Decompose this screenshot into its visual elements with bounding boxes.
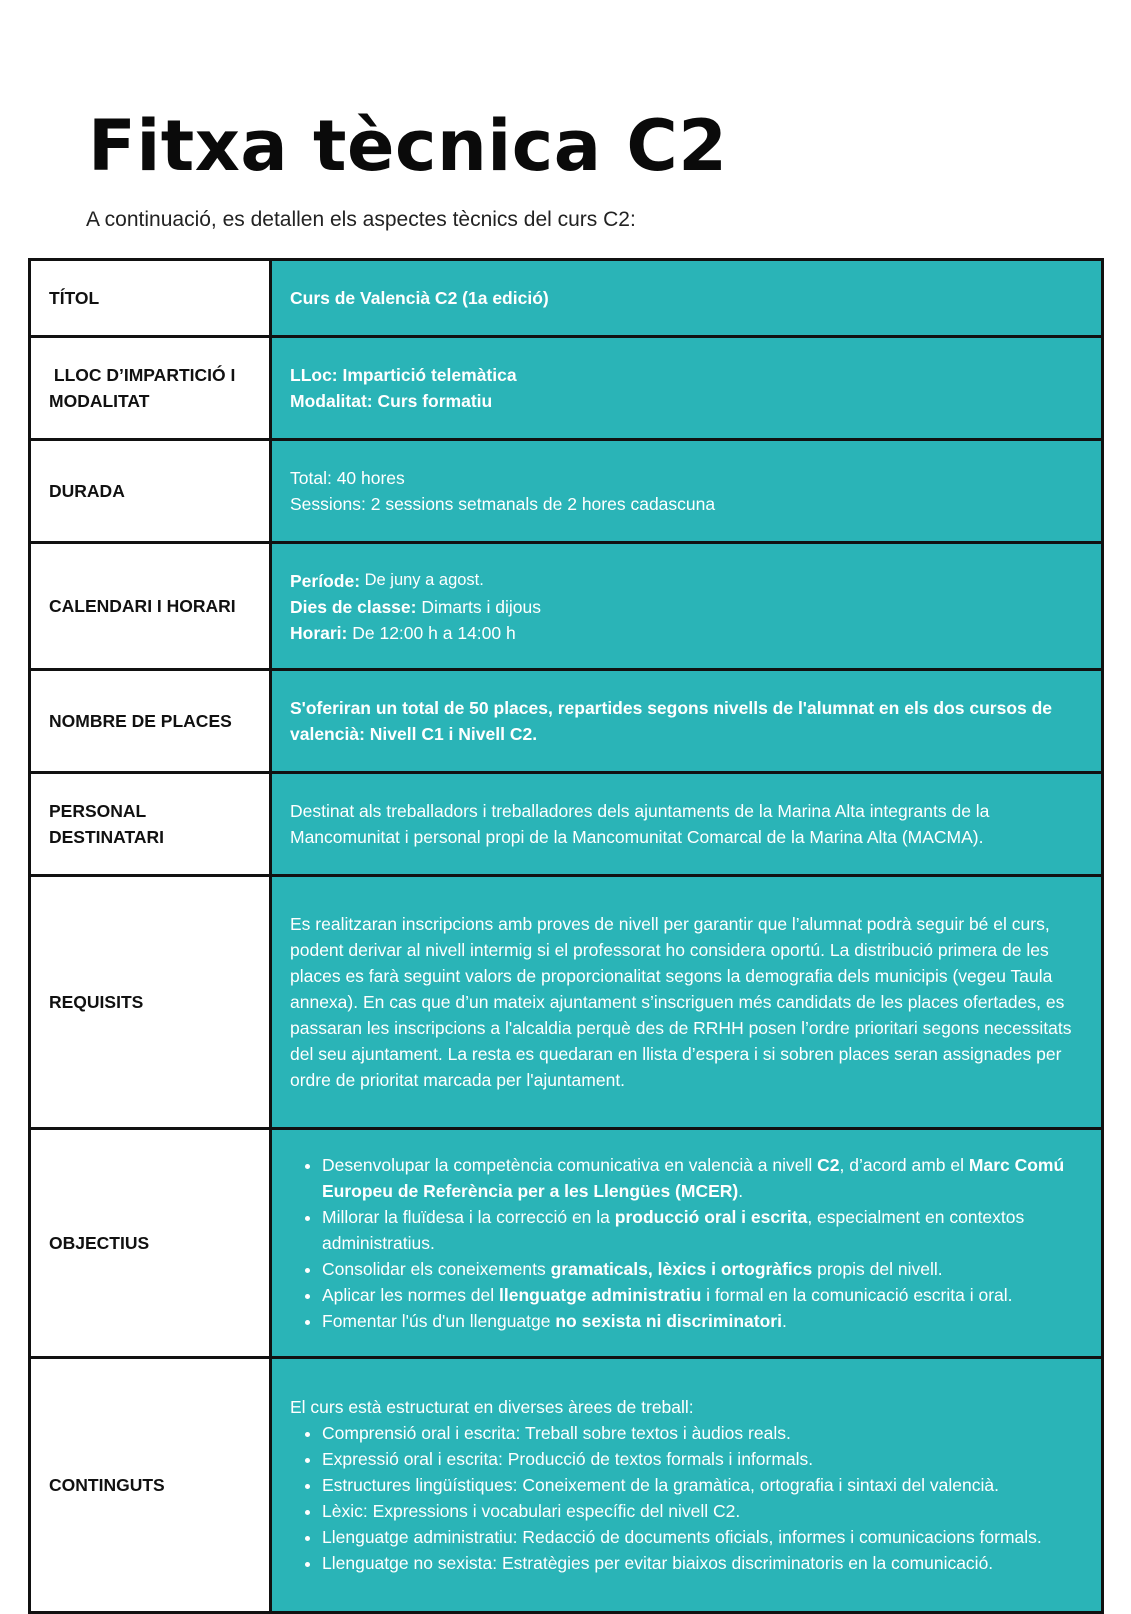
row-value-calendari <box>271 543 1103 670</box>
periode-line <box>290 567 1079 594</box>
durada-sessions: Sessions: 2 sessions setmanals de 2 hores cadascuna <box>290 494 716 514</box>
course-title: Curs de Valencià C2 (1a edició) <box>290 288 549 308</box>
row-value-titol <box>271 260 1103 337</box>
lloc-line: LLoc: Impartició telemàtica <box>290 365 517 385</box>
row-label-places: NOMBRE DE PLACES <box>30 670 271 773</box>
places-text: S'oferiran un total de 50 places, repartides segons nivells de l'alumnat en els dos cursos de valencià: Nivell C1 i Nivell C2. <box>290 698 1053 744</box>
continguts-intro: El curs està estructurat en diverses àrees de treball: <box>290 1397 694 1417</box>
continguts-list <box>290 1420 1079 1576</box>
table-row-requisits <box>30 876 1103 1129</box>
dies-line <box>290 594 1079 620</box>
objectius-list <box>290 1152 1079 1334</box>
table-row-lloc <box>30 337 1103 440</box>
row-value-personal: Destinat als treballadors i treballadores dels ajuntaments de la Marina Alta integrants de la Mancomunitat i personal propi de la Mancomunitat Comarcal de la Marina Alta (MACMA). <box>271 773 1103 876</box>
page-title: Fitxa tècnica C2 <box>88 105 728 187</box>
modalitat-line: Modalitat: Curs formatiu <box>290 391 493 411</box>
row-label-continguts: CONTINGUTS <box>30 1358 271 1613</box>
table-row-continguts <box>30 1358 1103 1613</box>
dies-key: Dies de classe: <box>290 596 417 617</box>
row-value-places <box>271 670 1103 773</box>
table-row-objectius <box>30 1129 1103 1358</box>
page-subtitle: A continuació, es detallen els aspectes tècnics del curs C2: <box>86 208 636 231</box>
row-label-objectius: OBJECTIUS <box>30 1129 271 1358</box>
list-item: • Lèxic: Expressions i vocabulari específic del nivell C2. <box>322 1498 1079 1524</box>
list-item: • Llenguatge no sexista: Estratègies per evitar biaixos discriminatoris en la comunicació. <box>322 1550 1079 1576</box>
row-label-titol: TÍTOL <box>30 260 271 337</box>
list-item: • Millorar la fluïdesa i la correcció en la producció oral i escrita, especialment en contextos administratius. <box>322 1204 1079 1256</box>
horari-value: De 12:00 h a 14:00 h <box>347 622 516 643</box>
row-value-durada <box>271 440 1103 543</box>
row-label-durada: DURADA <box>30 440 271 543</box>
list-item: • Estructures lingüístiques: Coneixement de la gramàtica, ortografia i sintaxi del valencià. <box>322 1472 1079 1498</box>
list-item: • Fomentar l'ús d'un llenguatge no sexista ni discriminatori. <box>322 1308 1079 1334</box>
dies-value: Dimarts i dijous <box>416 596 541 617</box>
list-item: • Desenvolupar la competència comunicativa en valencià a nivell C2, d’acord amb el Marc Comú Europeu de Referència per a les Llengües (MCER). <box>322 1152 1079 1204</box>
row-label-calendari: CALENDARI I HORARI <box>30 543 271 670</box>
periode-key: Període: <box>290 570 361 591</box>
row-value-requisits: Es realitzaran inscripcions amb proves de nivell per garantir que l’alumnat podrà seguir bé el curs, podent derivar al nivell intermig si el professorat ho considera oportú. La distribució primera de les places es farà seguint valors de proporcionalitat segons la demografia dels municipis (vegeu Taula annexa). En cas que d’un mateix ajuntament s’inscriguen més candidats de les places ofertades, es passaran les inscripcions a l'alcaldia perquè des de RRHH posen l’ordre prioritari segons necessitats del seu ajuntament. La resta es quedaran en llista d’espera i si sobren places seran assignades per ordre de prioritat marcada per l'ajuntament. <box>271 876 1103 1129</box>
table-row-places <box>30 670 1103 773</box>
row-label-personal: PERSONAL DESTINATARI <box>30 773 271 876</box>
table-row-durada <box>30 440 1103 543</box>
row-value-continguts <box>271 1358 1103 1613</box>
table-row-titol <box>30 260 1103 337</box>
list-item: • Expressió oral i escrita: Producció de textos formals i informals. <box>322 1446 1079 1472</box>
row-value-lloc <box>271 337 1103 440</box>
row-value-objectius <box>271 1129 1103 1358</box>
list-item: • Consolidar els coneixements gramaticals, lèxics i ortogràfics propis del nivell. <box>322 1256 1079 1282</box>
periode-value: De juny a agost. <box>360 570 484 589</box>
table-row-personal <box>30 773 1103 876</box>
list-item: • Llenguatge administratiu: Redacció de documents oficials, informes i comunicacions formals. <box>322 1524 1079 1550</box>
table-row-calendari <box>30 543 1103 670</box>
row-label-requisits: REQUISITS <box>30 876 271 1129</box>
list-item: • Aplicar les normes del llenguatge administratiu i formal en la comunicació escrita i oral. <box>322 1282 1079 1308</box>
technical-sheet-table <box>28 258 1104 1614</box>
list-item: • Comprensió oral i escrita: Treball sobre textos i àudios reals. <box>322 1420 1079 1446</box>
durada-total: Total: 40 hores <box>290 468 405 488</box>
horari-key: Horari: <box>290 622 348 643</box>
horari-line <box>290 620 1079 646</box>
row-label-lloc: LLOC D’IMPARTICIÓ I MODALITAT <box>30 337 271 440</box>
